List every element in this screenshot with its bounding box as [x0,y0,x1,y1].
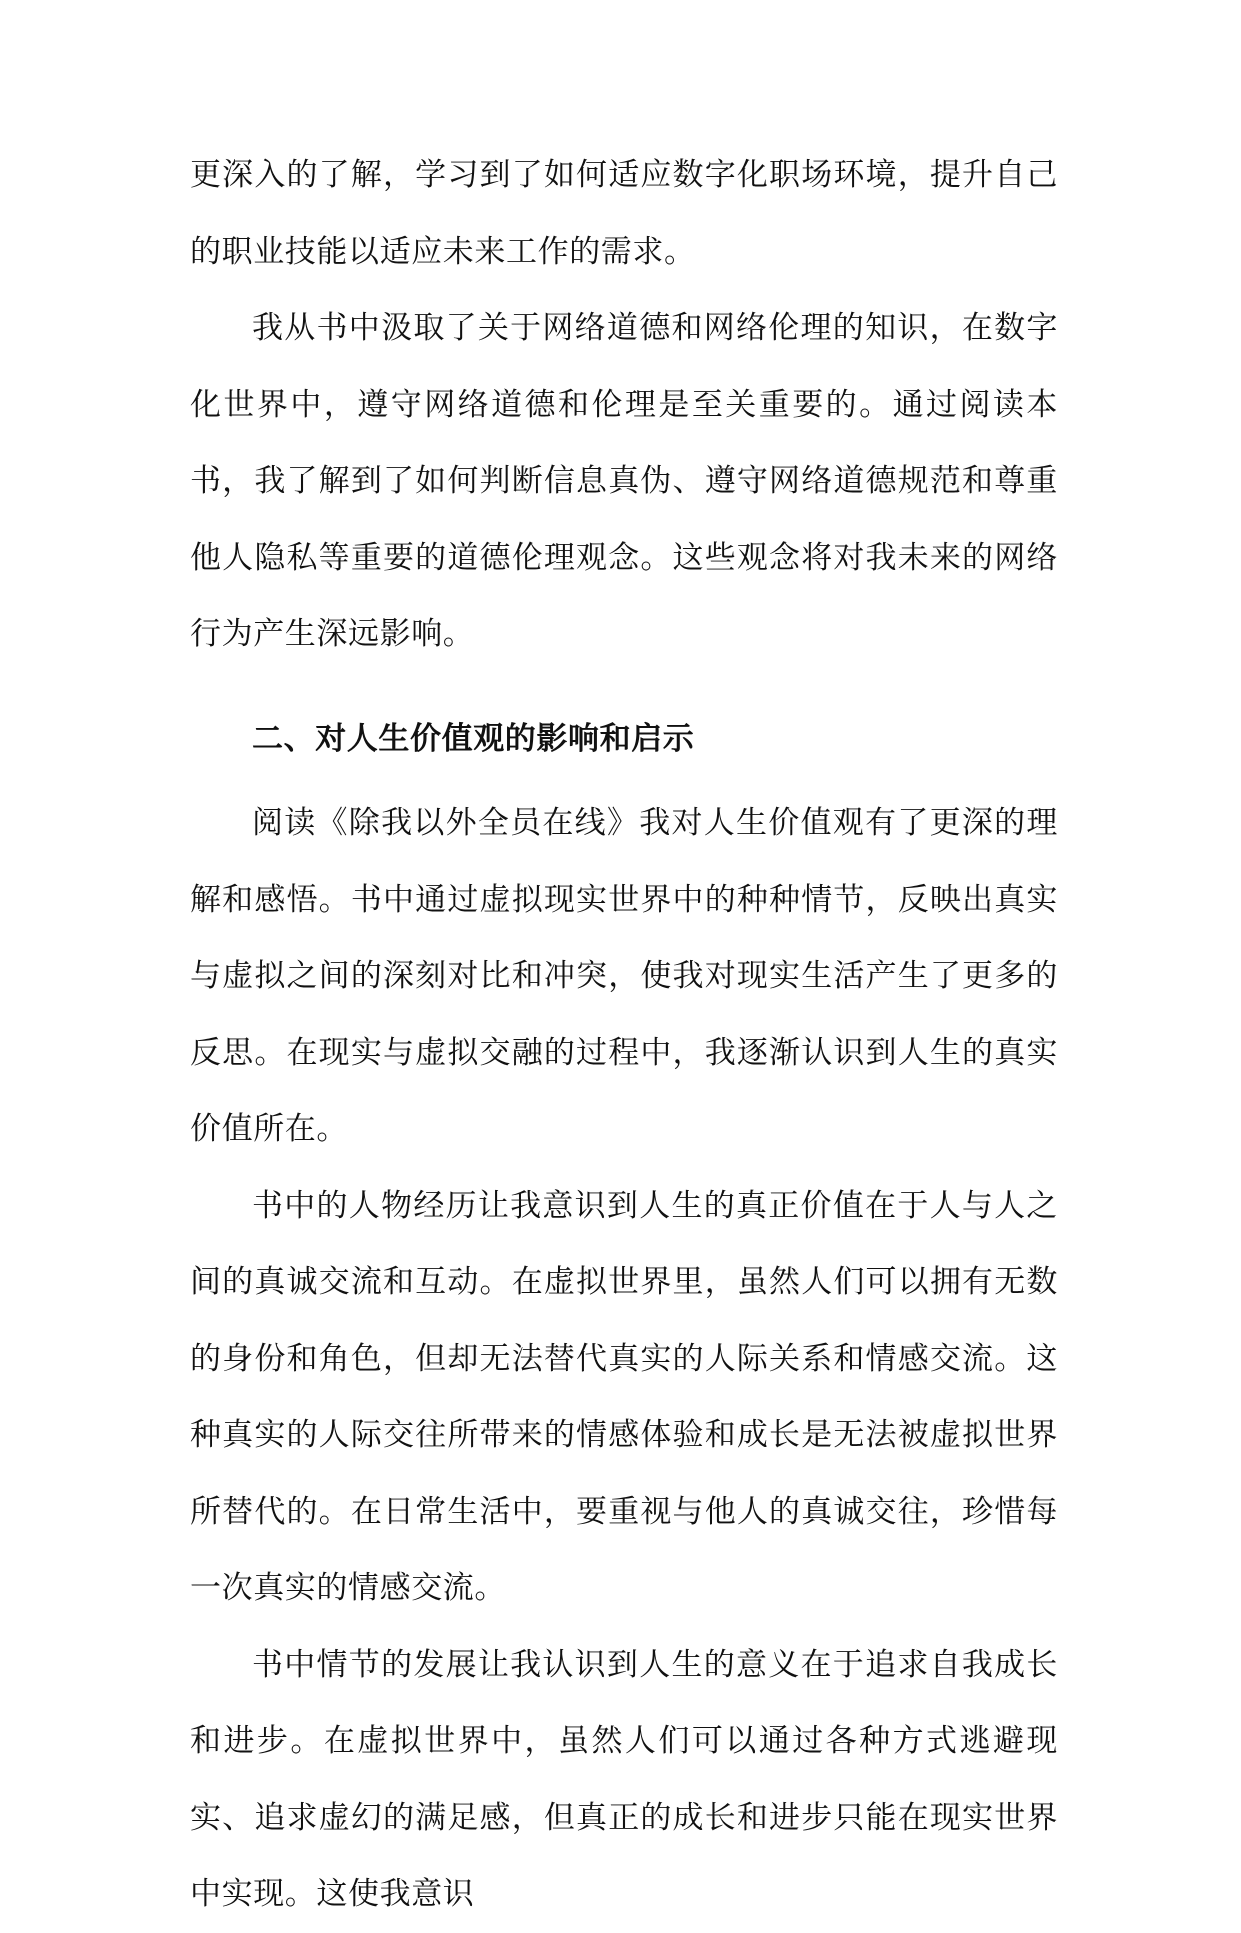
paragraph-values-reading: 阅读《除我以外全员在线》我对人生价值观有了更深的理解和感悟。书中通过虚拟现实世界中的种种情节，反映出真实与虚拟之间的深刻对比和冲突，使我对现实生活产生了更多的反思。在现实与虚拟交融的过程中，我逐渐认识到人生的真实价值所在。 [190,805,1058,1147]
paragraph-human-connection: 书中的人物经历让我意识到人生的真正价值在于人与人之间的真诚交流和互动。在虚拟世界里，虽然人们可以拥有无数的身份和角色，但却无法替代真实的人际关系和情感交流。这种真实的人际交往所带来的情感体验和成长是无法被虚拟世界所替代的。在日常生活中，要重视与他人的真诚交往，珍惜每一次真实的情感交流。 [190,1187,1058,1606]
paragraph-network-ethics: 我从书中汲取了关于网络道德和网络伦理的知识，在数字化世界中，遵守网络道德和伦理是至关重要的。通过阅读本书，我了解到了如何判断信息真伪、遵守网络道德规范和尊重他人隐私等重要的道德伦理观念。这些观念将对我未来的网络行为产生深远影响。 [190,310,1058,652]
paragraph-continuation: 更深入的了解，学习到了如何适应数字化职场环境，提升自己的职业技能以适应未来工作的需求。 [190,157,1058,270]
section-heading: 二、对人生价值观的影响和启示 [252,720,695,757]
paragraph-self-growth: 书中情节的发展让我认识到人生的意义在于追求自我成长和进步。在虚拟世界中，虽然人们可以通过各种方式逃避现实、追求虚幻的满足感，但真正的成长和进步只能在现实世界中实现。这使我意识 [190,1646,1058,1912]
document-body [190,137,1058,1933]
